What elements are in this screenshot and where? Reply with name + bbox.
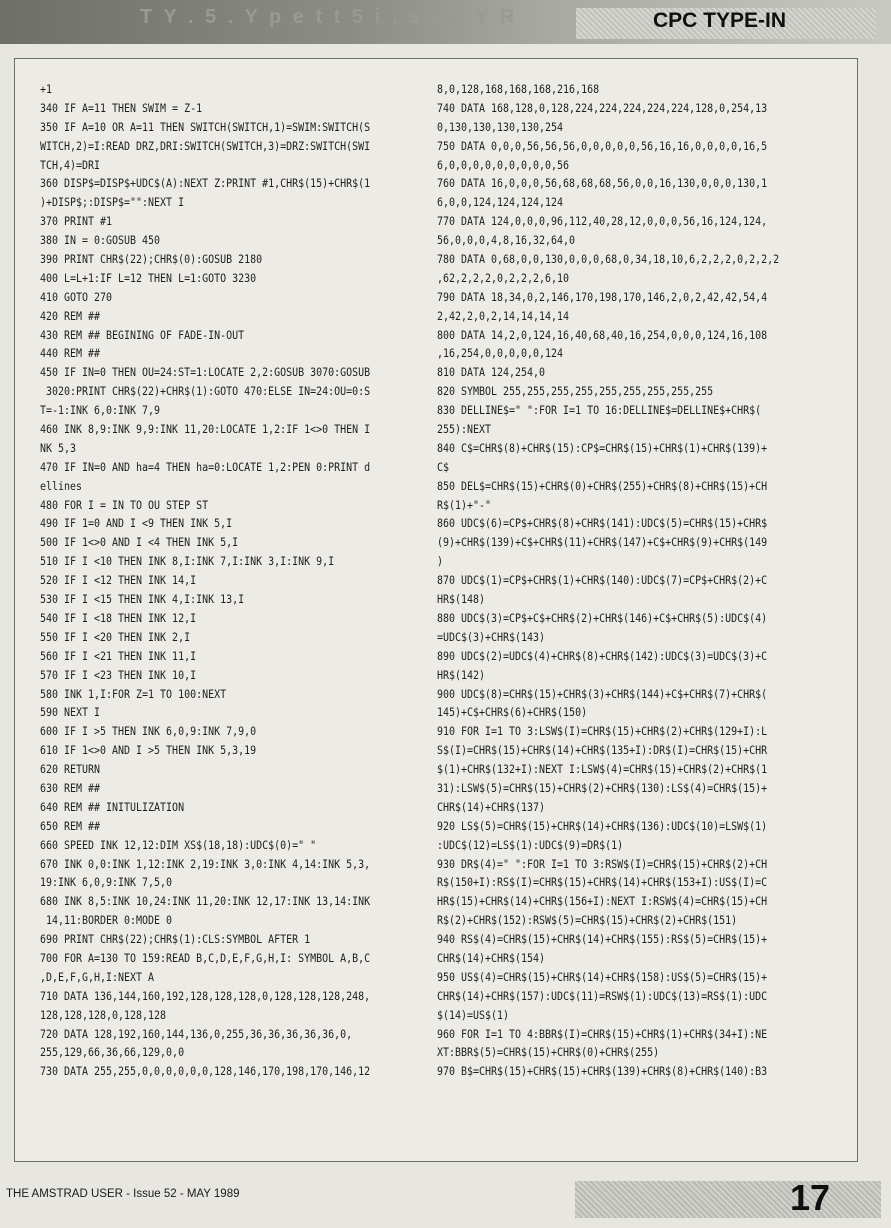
code-line: 890 UDC$(2)=UDC$(4)+CHR$(8)+CHR$(142):UDC$(3)=UDC$(3)+C bbox=[437, 648, 768, 663]
code-line: 660 SPEED INK 12,12:DIM XS$(18,18):UDC$(0)=" " bbox=[40, 837, 317, 852]
code-line: 31):LSW$(5)=CHR$(15)+CHR$(2)+CHR$(130):LS$(4)=CHR$(15)+ bbox=[437, 780, 768, 795]
code-line: 14,11:BORDER 0:MODE 0 bbox=[40, 913, 173, 928]
code-line: +1 bbox=[40, 82, 53, 96]
listing-column-left bbox=[40, 80, 436, 1081]
code-line: 360 DISP$=DISP$+UDC$(A):NEXT Z:PRINT #1,CHR$(15)+CHR$(1 bbox=[40, 176, 371, 191]
code-line: :UDC$(12)=LS$(1):UDC$(9)=DR$(1) bbox=[437, 837, 624, 852]
code-line: 780 DATA 0,68,0,0,130,0,0,0,68,0,34,18,10,6,2,2,2,0,2,2,2 bbox=[437, 252, 780, 267]
code-line: 560 IF I <21 THEN INK 11,I bbox=[40, 648, 197, 663]
code-line: 6,0,0,0,0,0,0,0,0,0,56 bbox=[437, 157, 570, 172]
code-line: 2,42,2,0,2,14,14,14,14 bbox=[437, 308, 570, 323]
code-line: 440 REM ## bbox=[40, 346, 101, 361]
code-line: 650 REM ## bbox=[40, 818, 101, 833]
code-line: 350 IF A=10 OR A=11 THEN SWITCH(SWITCH,1)=SWIM:SWITCH(S bbox=[40, 119, 371, 134]
listing-column-right bbox=[437, 80, 837, 1081]
code-line: 590 NEXT I bbox=[40, 705, 101, 720]
code-line: S$(I)=CHR$(15)+CHR$(14)+CHR$(135+I):DR$(I)=CHR$(15)+CHR bbox=[437, 743, 768, 758]
page-number: 17 bbox=[790, 1177, 831, 1218]
code-line: 800 DATA 14,2,0,124,16,40,68,40,16,254,0,0,0,124,16,108 bbox=[437, 327, 768, 342]
code-line: ,D,E,F,G,H,I:NEXT A bbox=[40, 969, 155, 984]
code-line: 730 DATA 255,255,0,0,0,0,0,0,128,146,170,198,170,146,12 bbox=[40, 1064, 371, 1079]
code-line: 930 DR$(4)=" ":FOR I=1 TO 3:RSW$(I)=CHR$(15)+CHR$(2)+CH bbox=[437, 856, 768, 871]
code-line: 400 L=L+1:IF L=12 THEN L=1:GOTO 3230 bbox=[40, 270, 257, 285]
code-line: HR$(148) bbox=[437, 592, 486, 607]
code-line: 570 IF I <23 THEN INK 10,I bbox=[40, 667, 197, 682]
code-line: 530 IF I <15 THEN INK 4,I:INK 13,I bbox=[40, 592, 245, 607]
code-line: 970 B$=CHR$(15)+CHR$(15)+CHR$(139)+CHR$(8)+CHR$(140):B3 bbox=[437, 1064, 768, 1079]
code-line: 810 DATA 124,254,0 bbox=[437, 365, 546, 380]
code-line: 8,0,128,168,168,168,216,168 bbox=[437, 82, 600, 96]
code-line: 680 INK 8,5:INK 10,24:INK 11,20:INK 12,17:INK 13,14:INK bbox=[40, 894, 371, 909]
code-line: 550 IF I <20 THEN INK 2,I bbox=[40, 629, 191, 644]
code-line: 770 DATA 124,0,0,0,96,112,40,28,12,0,0,0,56,16,124,124, bbox=[437, 214, 768, 229]
code-line: R$(150+I):RS$(I)=CHR$(15)+CHR$(14)+CHR$(153+I):US$(I)=C bbox=[437, 875, 768, 890]
code-line: T=-1:INK 6,0:INK 7,9 bbox=[40, 403, 161, 418]
publication-credit: THE AMSTRAD USER - Issue 52 - MAY 1989 bbox=[6, 1188, 240, 1200]
code-line: 820 SYMBOL 255,255,255,255,255,255,255,255,255 bbox=[437, 384, 714, 399]
code-line: 860 UDC$(6)=CP$+CHR$(8)+CHR$(141):UDC$(5)=CHR$(15)+CHR$ bbox=[437, 516, 768, 531]
code-line: 950 US$(4)=CHR$(15)+CHR$(14)+CHR$(158):US$(5)=CHR$(15)+ bbox=[437, 969, 768, 984]
code-line: CHR$(14)+CHR$(137) bbox=[437, 799, 546, 814]
code-line: 390 PRINT CHR$(22);CHR$(0):GOSUB 2180 bbox=[40, 252, 263, 267]
code-line: 460 INK 8,9:INK 9,9:INK 11,20:LOCATE 1,2:IF 1<>0 THEN I bbox=[40, 422, 371, 437]
code-line: 510 IF I <10 THEN INK 8,I:INK 7,I:INK 3,I:INK 9,I bbox=[40, 554, 335, 569]
code-line: 900 UDC$(8)=CHR$(15)+CHR$(3)+CHR$(144)+C$+CHR$(7)+CHR$( bbox=[437, 686, 768, 701]
code-line: 690 PRINT CHR$(22);CHR$(1):CLS:SYMBOL AFTER 1 bbox=[40, 932, 311, 947]
code-line: 910 FOR I=1 TO 3:LSW$(I)=CHR$(15)+CHR$(2)+CHR$(129+I):L bbox=[437, 724, 768, 739]
code-line: ellines bbox=[40, 478, 83, 493]
code-line: XT:BBR$(5)=CHR$(15)+CHR$(0)+CHR$(255) bbox=[437, 1045, 660, 1060]
section-title: CPC TYPE-IN bbox=[653, 9, 787, 32]
code-line: 145)+C$+CHR$(6)+CHR$(150) bbox=[437, 705, 588, 720]
code-line: 790 DATA 18,34,0,2,146,170,198,170,146,2,0,2,42,42,54,4 bbox=[437, 289, 768, 304]
code-line: 620 RETURN bbox=[40, 762, 101, 777]
code-line: 450 IF IN=0 THEN OU=24:ST=1:LOCATE 2,2:GOSUB 3070:GOSUB bbox=[40, 365, 371, 380]
code-line: 940 RS$(4)=CHR$(15)+CHR$(14)+CHR$(155):RS$(5)=CHR$(15)+ bbox=[437, 932, 768, 947]
header-faint-text: T Y . 5 . Y p e t t 5 i . s . w Y R bbox=[140, 6, 518, 28]
code-line: 640 REM ## INITULIZATION bbox=[40, 799, 185, 814]
code-line: 600 IF I >5 THEN INK 6,0,9:INK 7,9,0 bbox=[40, 724, 257, 739]
code-line: 370 PRINT #1 bbox=[40, 214, 113, 229]
code-line: 480 FOR I = IN TO OU STEP ST bbox=[40, 497, 209, 512]
code-line: 840 C$=CHR$(8)+CHR$(15):CP$=CHR$(15)+CHR$(1)+CHR$(139)+ bbox=[437, 440, 768, 455]
code-line: 128,128,128,0,128,128 bbox=[40, 1007, 167, 1022]
code-line: 580 INK 1,I:FOR Z=1 TO 100:NEXT bbox=[40, 686, 227, 701]
code-line: 920 LS$(5)=CHR$(15)+CHR$(14)+CHR$(136):UDC$(10)=LSW$(1) bbox=[437, 818, 768, 833]
code-line: HR$(142) bbox=[437, 667, 486, 682]
code-line: NK 5,3 bbox=[40, 440, 77, 455]
code-line: ) bbox=[437, 554, 444, 569]
code-line: 410 GOTO 270 bbox=[40, 289, 113, 304]
code-line: 740 DATA 168,128,0,128,224,224,224,224,224,128,0,254,13 bbox=[437, 100, 768, 115]
code-line: 255):NEXT bbox=[437, 422, 492, 437]
code-line: 870 UDC$(1)=CP$+CHR$(1)+CHR$(140):UDC$(7)=CP$+CHR$(2)+C bbox=[437, 573, 768, 588]
code-line: 490 IF 1=0 AND I <9 THEN INK 5,I bbox=[40, 516, 233, 531]
page-number-tab bbox=[575, 1181, 881, 1218]
code-line: 830 DELLINE$=" ":FOR I=1 TO 16:DELLINE$=DELLINE$+CHR$( bbox=[437, 403, 762, 418]
code-line: R$(1)+"-" bbox=[437, 497, 492, 512]
code-line: TCH,4)=DRI bbox=[40, 157, 101, 172]
code-line: $(14)=US$(1) bbox=[437, 1007, 510, 1022]
code-line: 340 IF A=11 THEN SWIM = Z-1 bbox=[40, 100, 203, 115]
code-line: 610 IF 1<>0 AND I >5 THEN INK 5,3,19 bbox=[40, 743, 257, 758]
code-line: ,62,2,2,2,0,2,2,2,6,10 bbox=[437, 270, 570, 285]
code-line: =UDC$(3)+CHR$(143) bbox=[437, 629, 546, 644]
code-line: 880 UDC$(3)=CP$+C$+CHR$(2)+CHR$(146)+C$+CHR$(5):UDC$(4) bbox=[437, 610, 768, 625]
code-line: )+DISP$;:DISP$="":NEXT I bbox=[40, 195, 185, 210]
code-line: 540 IF I <18 THEN INK 12,I bbox=[40, 610, 197, 625]
code-line: ,16,254,0,0,0,0,0,124 bbox=[437, 346, 564, 361]
code-line: 6,0,0,124,124,124,124 bbox=[437, 195, 564, 210]
code-line: 850 DEL$=CHR$(15)+CHR$(0)+CHR$(255)+CHR$(8)+CHR$(15)+CH bbox=[437, 478, 768, 493]
code-line: 960 FOR I=1 TO 4:BBR$(I)=CHR$(15)+CHR$(1)+CHR$(34+I):NE bbox=[437, 1026, 768, 1041]
code-line: 420 REM ## bbox=[40, 308, 101, 323]
code-line: R$(2)+CHR$(152):RSW$(5)=CHR$(15)+CHR$(2)+CHR$(151) bbox=[437, 913, 738, 928]
code-line: (9)+CHR$(139)+C$+CHR$(11)+CHR$(147)+C$+CHR$(9)+CHR$(149 bbox=[437, 535, 768, 550]
code-line: WITCH,2)=I:READ DRZ,DRI:SWITCH(SWITCH,3)=DRZ:SWITCH(SWI bbox=[40, 138, 371, 153]
code-line: 19:INK 6,0,9:INK 7,5,0 bbox=[40, 875, 173, 890]
code-line: HR$(15)+CHR$(14)+CHR$(156+I):NEXT I:RSW$(4)=CHR$(15)+CH bbox=[437, 894, 768, 909]
code-line: 500 IF 1<>0 AND I <4 THEN INK 5,I bbox=[40, 535, 239, 550]
code-line: 720 DATA 128,192,160,144,136,0,255,36,36,36,36,36,0, bbox=[40, 1026, 353, 1041]
code-line: $(1)+CHR$(132+I):NEXT I:LSW$(4)=CHR$(15)+CHR$(2)+CHR$(1 bbox=[437, 762, 768, 777]
code-line: 670 INK 0,0:INK 1,12:INK 2,19:INK 3,0:INK 4,14:INK 5,3, bbox=[40, 856, 371, 871]
code-line: 255,129,66,36,66,129,0,0 bbox=[40, 1045, 185, 1060]
code-line: 430 REM ## BEGINING OF FADE-IN-OUT bbox=[40, 327, 245, 342]
code-line: 470 IF IN=0 AND ha=4 THEN ha=0:LOCATE 1,2:PEN 0:PRINT d bbox=[40, 459, 371, 474]
code-line: 3020:PRINT CHR$(22)+CHR$(1):GOTO 470:ELSE IN=24:OU=0:S bbox=[40, 384, 371, 399]
code-line: 750 DATA 0,0,0,56,56,56,0,0,0,0,0,56,16,16,0,0,0,0,16,5 bbox=[437, 138, 768, 153]
code-line: 700 FOR A=130 TO 159:READ B,C,D,E,F,G,H,I: SYMBOL A,B,C bbox=[40, 950, 371, 965]
code-line: 0,130,130,130,130,254 bbox=[437, 119, 564, 134]
code-line: 380 IN = 0:GOSUB 450 bbox=[40, 233, 161, 248]
code-line: CHR$(14)+CHR$(157):UDC$(11)=RSW$(1):UDC$(13)=RS$(1):UDC bbox=[437, 988, 768, 1003]
code-line: C$ bbox=[437, 459, 450, 474]
code-line: 630 REM ## bbox=[40, 780, 101, 795]
code-line: 760 DATA 16,0,0,0,56,68,68,68,56,0,0,16,130,0,0,0,130,1 bbox=[437, 176, 768, 191]
code-line: 520 IF I <12 THEN INK 14,I bbox=[40, 573, 197, 588]
code-line: 710 DATA 136,144,160,192,128,128,128,0,128,128,128,248, bbox=[40, 988, 371, 1003]
code-line: CHR$(14)+CHR$(154) bbox=[437, 950, 546, 965]
code-line: 56,0,0,0,4,8,16,32,64,0 bbox=[437, 233, 576, 248]
